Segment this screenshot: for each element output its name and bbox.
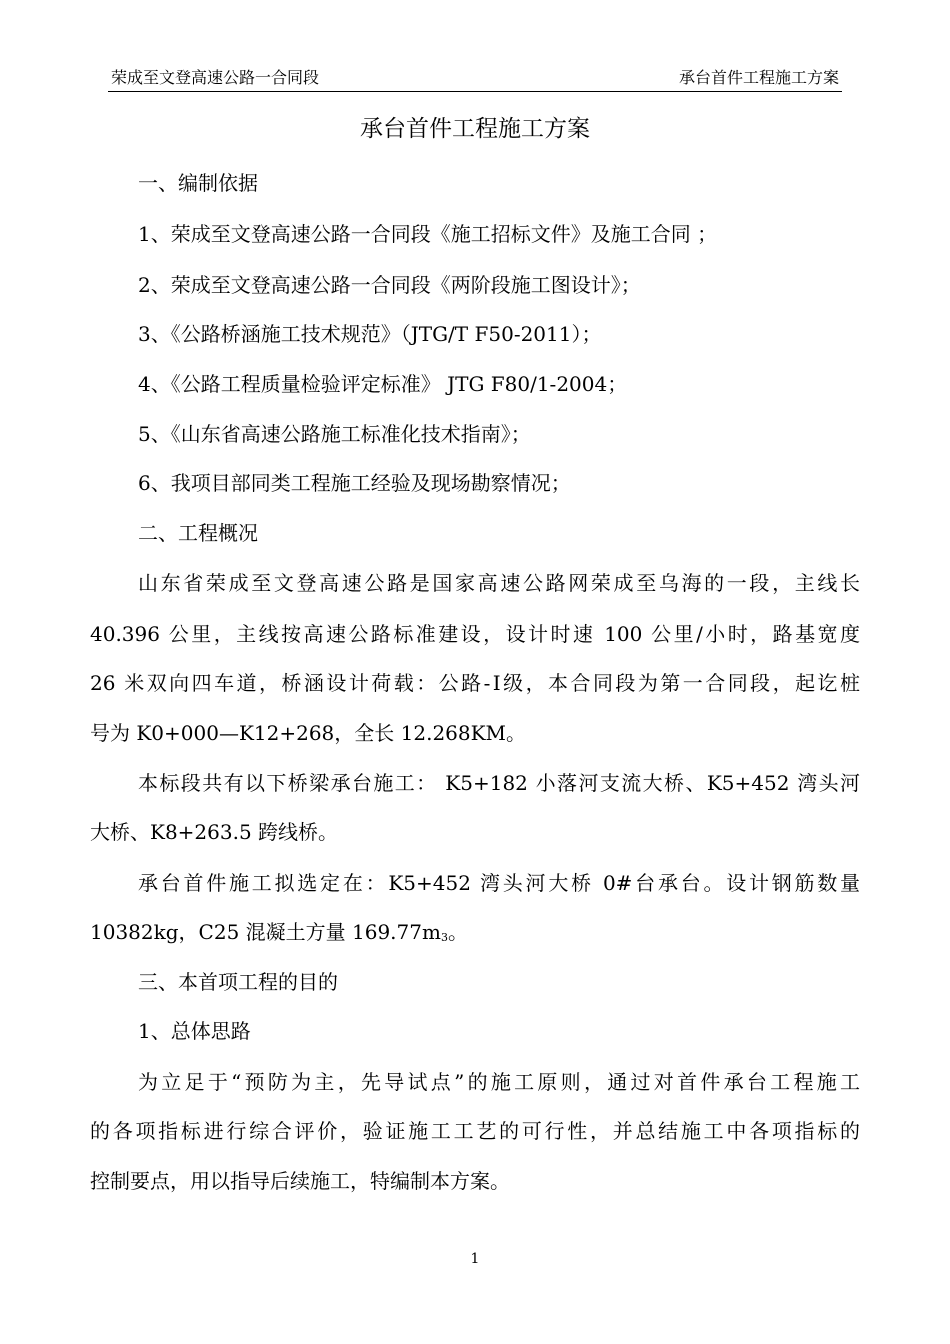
basis-item-3: 3、《公路桥涵施工技术规范》（JTG/T F50-2011）； (138, 322, 602, 346)
basis-item-6: 6、我项目部同类工程施工经验及现场勘察情况； (138, 471, 571, 495)
overview-p3-line-2 (90, 917, 468, 951)
overview-p1-line-4: 号为 K0+000—K12+268，全长 12.268KM。 (90, 721, 527, 745)
page-title: 承台首件工程施工方案 (360, 116, 590, 142)
purpose-line-2: 的各项指标进行综合评价，验证施工工艺的可行性，并总结施工中各项指标的 (90, 1119, 860, 1143)
header-right: 承台首件工程施工方案 (678, 68, 839, 87)
overview-p1-line-3: 26 米双向四车道，桥涵设计荷载：公路-Ⅰ级，本合同段为第一合同段，起讫桩 (90, 671, 860, 695)
page-number: 1 (470, 1251, 480, 1267)
basis-item-2: 2、荣成至文登高速公路一合同段《两阶段施工图设计》； (138, 273, 641, 297)
overview-p2-line-1: 本标段共有以下桥梁承台施工： K5+182 小落河支流大桥、K5+452 湾头河 (138, 771, 860, 795)
overview-p1-line-2: 40.396 公里，主线按高速公路标准建设，设计时速 100 公里/小时，路基宽度 (90, 622, 860, 646)
section-heading-2: 二、工程概况 (138, 521, 258, 545)
section-heading-1: 一、编制依据 (138, 171, 258, 195)
overview-p3-line-1: 承台首件施工拟选定在：K5+452 湾头河大桥 0#台承台。设计钢筋数量 (138, 871, 860, 895)
basis-item-1: 1、荣成至文登高速公路一合同段《施工招标文件》及施工合同 ； (138, 222, 718, 246)
basis-item-4: 4、《公路工程质量检验评定标准》 JTG F80/1-2004； (138, 372, 628, 396)
overview-p3-line-2-text: 10382kg，C25 混凝土方量 169.77m (90, 920, 441, 944)
basis-item-5: 5、《山东省高速公路施工标准化技术指南》； (138, 422, 531, 446)
purpose-line-1: 为立足于“预防为主，先导试点”的施工原则，通过对首件承台工程施工 (138, 1070, 860, 1094)
subheading-overall-idea: 1、总体思路 (138, 1019, 251, 1043)
header-left: 荣成至文登高速公路一合同段 (111, 68, 320, 87)
overview-p2-line-2: 大桥、K8+263.5 跨线桥。 (90, 820, 339, 844)
section-heading-3: 三、本首项工程的目的 (138, 970, 338, 994)
overview-p1-line-1: 山东省荣成至文登高速公路是国家高速公路网荣成至乌海的一段，主线长 (138, 571, 860, 595)
cubic-superscript: 3 (440, 931, 448, 944)
overview-p3-end: 。 (447, 920, 468, 944)
purpose-line-3: 控制要点，用以指导后续施工，特编制本方案。 (90, 1169, 510, 1193)
header-rule (108, 91, 842, 92)
